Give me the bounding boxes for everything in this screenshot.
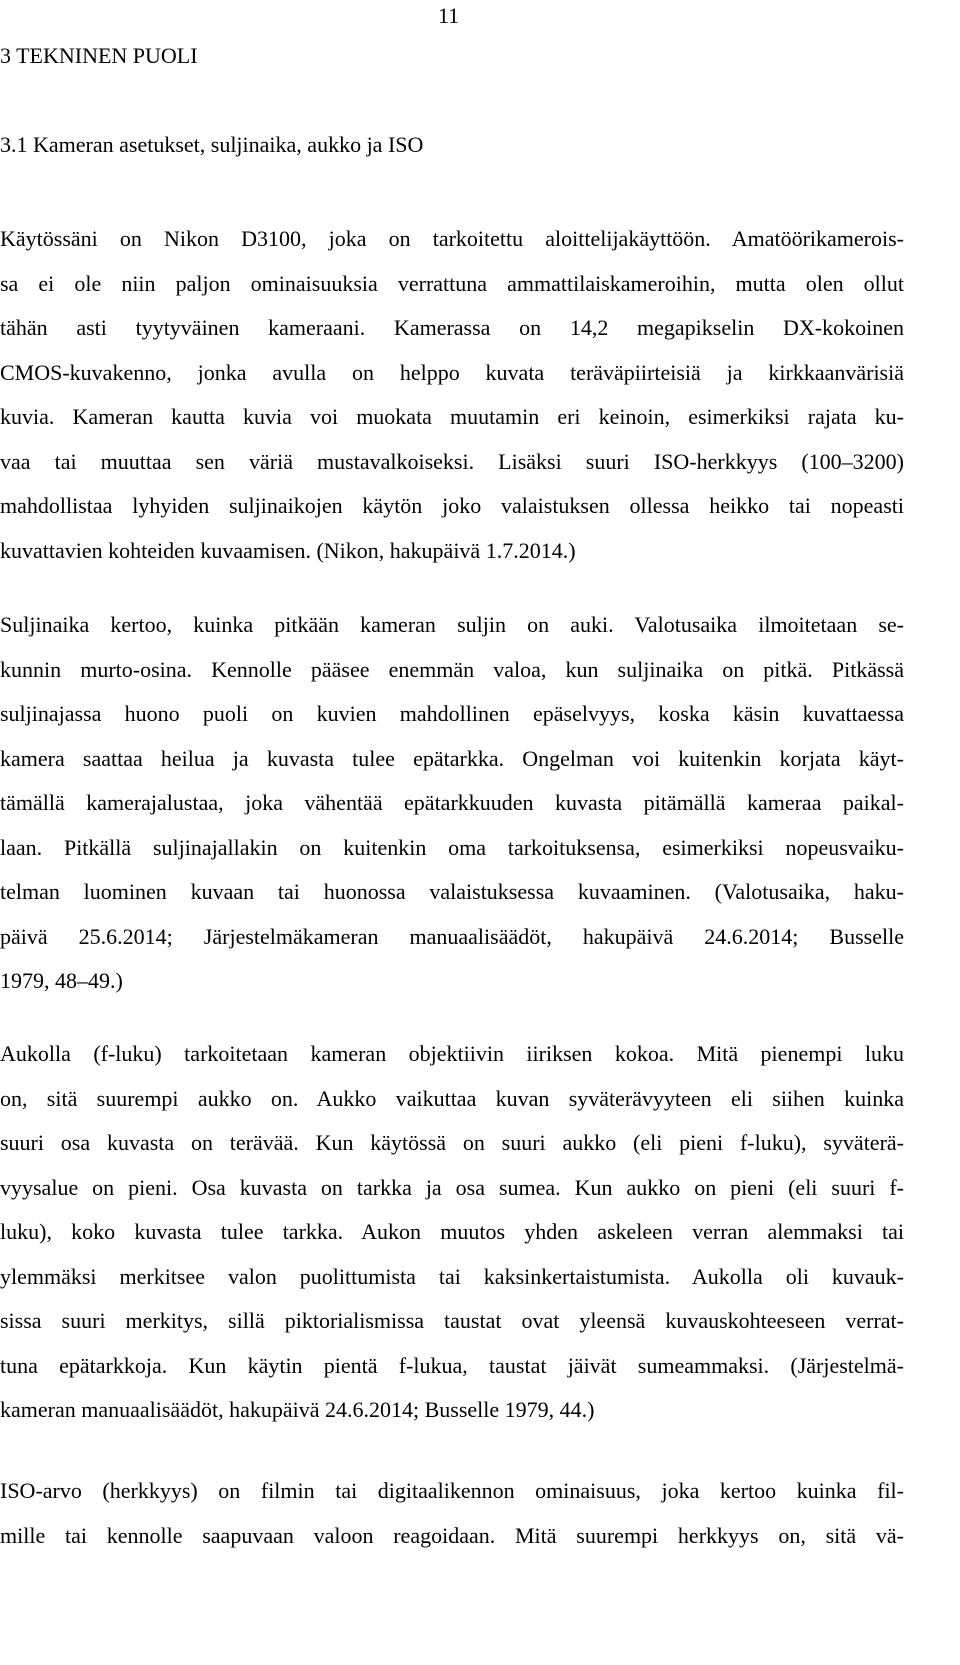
text-line: mille tai kennolle saapuvaan valoon reagoidaan. Mitä suurempi herkkyys on, sitä vä-: [0, 1522, 904, 1548]
text-line: vyysalue on pieni. Osa kuvasta on tarkka ja osa sumea. Kun aukko on pieni (eli suuri f-: [0, 1174, 904, 1200]
text-line: luku), koko kuvasta tulee tarkka. Aukon muutos yhden askeleen verran alemmaksi tai: [0, 1219, 904, 1244]
text-line: kuvattavien kohteiden kuvaamisen. (Nikon, hakupäivä 1.7.2014.): [0, 537, 576, 563]
text-line: kameran manuaalisäädöt, hakupäivä 24.6.2014; Busselle 1979, 44.): [0, 1397, 595, 1422]
text-line: sissa suuri merkitys, sillä piktorialismissa taustat ovat yleensä kuvauskohteeseen verrat-: [0, 1308, 904, 1333]
text-line: suljinajassa huono puoli on kuvien mahdollinen epäselvyys, koska käsin kuvattaessa: [0, 701, 904, 726]
text-line: tuna epätarkkoja. Kun käytin pientä f-lukua, taustat jäivät sumeammaksi. (Järjestelmä-: [0, 1352, 904, 1378]
text-line: mahdollistaa lyhyiden suljinaikojen käytön joko valaistuksen ollessa heikko tai nopeasti: [0, 493, 904, 518]
text-line: Käytössäni on Nikon D3100, joka on tarkoitettu aloittelijakäyttöön. Amatöörikamerois-: [0, 226, 904, 251]
text-line: päivä 25.6.2014; Järjestelmäkameran manuaalisäädöt, hakupäivä 24.6.2014; Busselle: [0, 923, 904, 949]
text-line: kuvia. Kameran kautta kuvia voi muokata muutamin eri keinoin, esimerkiksi rajata ku-: [0, 404, 904, 429]
text-line: kamera saattaa heilua ja kuvasta tulee epätarkka. Ongelman voi kuitenkin korjata käyt-: [0, 745, 904, 771]
chapter-heading: 3 TEKNINEN PUOLI: [0, 43, 198, 68]
text-line: kunnin murto-osina. Kennolle pääsee enemmän valoa, kun suljinaika on pitkä. Pitkässä: [0, 656, 904, 682]
section-heading: 3.1 Kameran asetukset, suljinaika, aukko ja ISO: [0, 132, 424, 157]
text-line: ISO-arvo (herkkyys) on filmin tai digitaalikennon ominaisuus, joka kertoo kuinka fil-: [0, 1478, 904, 1503]
text-line: sa ei ole niin paljon ominaisuuksia verrattuna ammattilaiskameroihin, mutta olen ollut: [0, 270, 904, 296]
page-number: 11: [438, 3, 460, 28]
text-line: vaa tai muuttaa sen väriä mustavalkoiseksi. Lisäksi suuri ISO-herkkyys (100–3200): [0, 448, 904, 474]
text-line: ylemmäksi merkitsee valon puolittumista tai kaksinkertaistumista. Aukolla oli kuvauk-: [0, 1263, 904, 1289]
text-line: on, sitä suurempi aukko on. Aukko vaikuttaa kuvan syväterävyyteen eli siihen kuinka: [0, 1085, 904, 1111]
paragraph-iso: [0, 1469, 904, 1558]
paragraph-camera-nikon: [0, 217, 904, 573]
paragraph-aperture: [0, 1032, 904, 1433]
text-line: CMOS-kuvakenno, jonka avulla on helppo kuvata teräväpiirteisiä ja kirkkaanvärisiä: [0, 359, 904, 385]
text-line: suuri osa kuvasta on terävää. Kun käytössä on suuri aukko (eli pieni f-luku), syväterä-: [0, 1130, 904, 1155]
paragraph-shutter-speed: [0, 603, 904, 1004]
text-line: tämällä kamerajalustaa, joka vähentää epätarkkuuden kuvasta pitämällä kameraa paikal-: [0, 790, 904, 815]
text-line: Suljinaika kertoo, kuinka pitkään kameran suljin on auki. Valotusaika ilmoitetaan se-: [0, 612, 904, 637]
text-line: Aukolla (f-luku) tarkoitetaan kameran objektiivin iiriksen kokoa. Mitä pienempi luku: [0, 1041, 904, 1066]
text-line: laan. Pitkällä suljinajallakin on kuitenkin oma tarkoituksensa, esimerkiksi nopeusvaiku-: [0, 834, 904, 860]
text-line: telman luominen kuvaan tai huonossa valaistuksessa kuvaaminen. (Valotusaika, haku-: [0, 879, 904, 904]
text-line: tähän asti tyytyväinen kameraani. Kamerassa on 14,2 megapikselin DX-kokoinen: [0, 315, 904, 340]
text-line: 1979, 48–49.): [0, 968, 123, 993]
